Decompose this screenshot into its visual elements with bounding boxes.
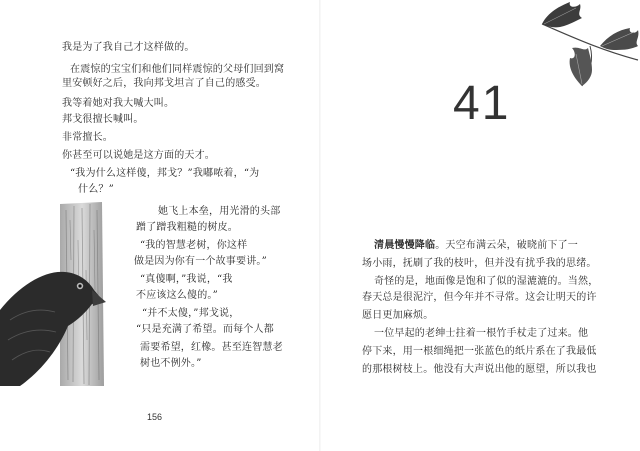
text-line: “真傻啊，”我说，“我 xyxy=(140,274,233,285)
text-line: 非常擅长。 xyxy=(62,132,113,143)
text-line xyxy=(374,240,578,252)
lead-in-text: 清晨慢慢降临 xyxy=(374,240,436,251)
oak-leaf xyxy=(570,48,592,86)
text-line: 停下来，用一根细绳把一张蓝色的纸片系在了我最低 xyxy=(362,346,597,357)
text-line: 奇怪的是，地面像是饱和了似的湿漉漉的。当然， xyxy=(374,276,599,287)
text-line: 愿日更加麻烦。 xyxy=(362,310,434,321)
text-line: 蹭了蹭我粗糙的树皮。 xyxy=(136,222,238,233)
oak-leaf xyxy=(542,2,582,27)
text-line: 邦戈很擅长喊叫。 xyxy=(62,114,144,125)
text-line: 做是因为你有一个故事要讲。” xyxy=(134,256,267,267)
text-line: 什么？” xyxy=(78,184,114,195)
text-line: 不应该这么傻的。” xyxy=(136,290,218,301)
text-line: “我为什么这样傻，邦戈？”我嘟哝着，“为 xyxy=(70,168,260,179)
chapter-number: 41 xyxy=(453,77,511,130)
text-line: 的那根树枝上。他没有大声说出他的愿望，所以我也 xyxy=(362,364,597,375)
text-line: 树也不例外。” xyxy=(140,358,202,369)
oak-leaves-illustration xyxy=(530,0,640,90)
text-line: 我等着她对我大喊大叫。 xyxy=(62,98,175,109)
text-line: 她飞上本垒，用光滑的头部 xyxy=(158,206,281,217)
text-line: 在震惊的宝宝们和他们同样震惊的父母们回到窝 xyxy=(70,64,285,75)
text-line: 需要希望，红橡。甚至连智慧老 xyxy=(140,342,283,353)
text-line-rest: 。天空布满云朵，破晓前下了一 xyxy=(435,240,579,251)
text-line: 里安顿好之后，我向邦戈坦言了自己的感受。 xyxy=(62,78,266,89)
text-line: “我的智慧老树，你这样 xyxy=(140,240,248,251)
page-number: 156 xyxy=(147,412,163,422)
text-line: “并不太傻，”邦戈说， xyxy=(142,308,240,319)
text-line: 你甚至可以说她是这方面的天才。 xyxy=(62,150,215,161)
text-line: “只是充满了希望。而每个人都 xyxy=(136,324,274,335)
raven-on-tree-illustration xyxy=(0,200,135,390)
text-line: 春天总是很泥泞，但今年并不寻常。这会让明天的许 xyxy=(362,292,597,303)
text-line: 一位早起的老绅士拄着一根竹手杖走了过来。他 xyxy=(374,328,589,339)
oak-leaf xyxy=(600,28,638,50)
text-line: 场小雨，抚刷了我的枝叶，但并没有扰乎我的思绪。 xyxy=(362,258,597,269)
text-line: 我是为了我自己才这样做的。 xyxy=(62,42,195,53)
